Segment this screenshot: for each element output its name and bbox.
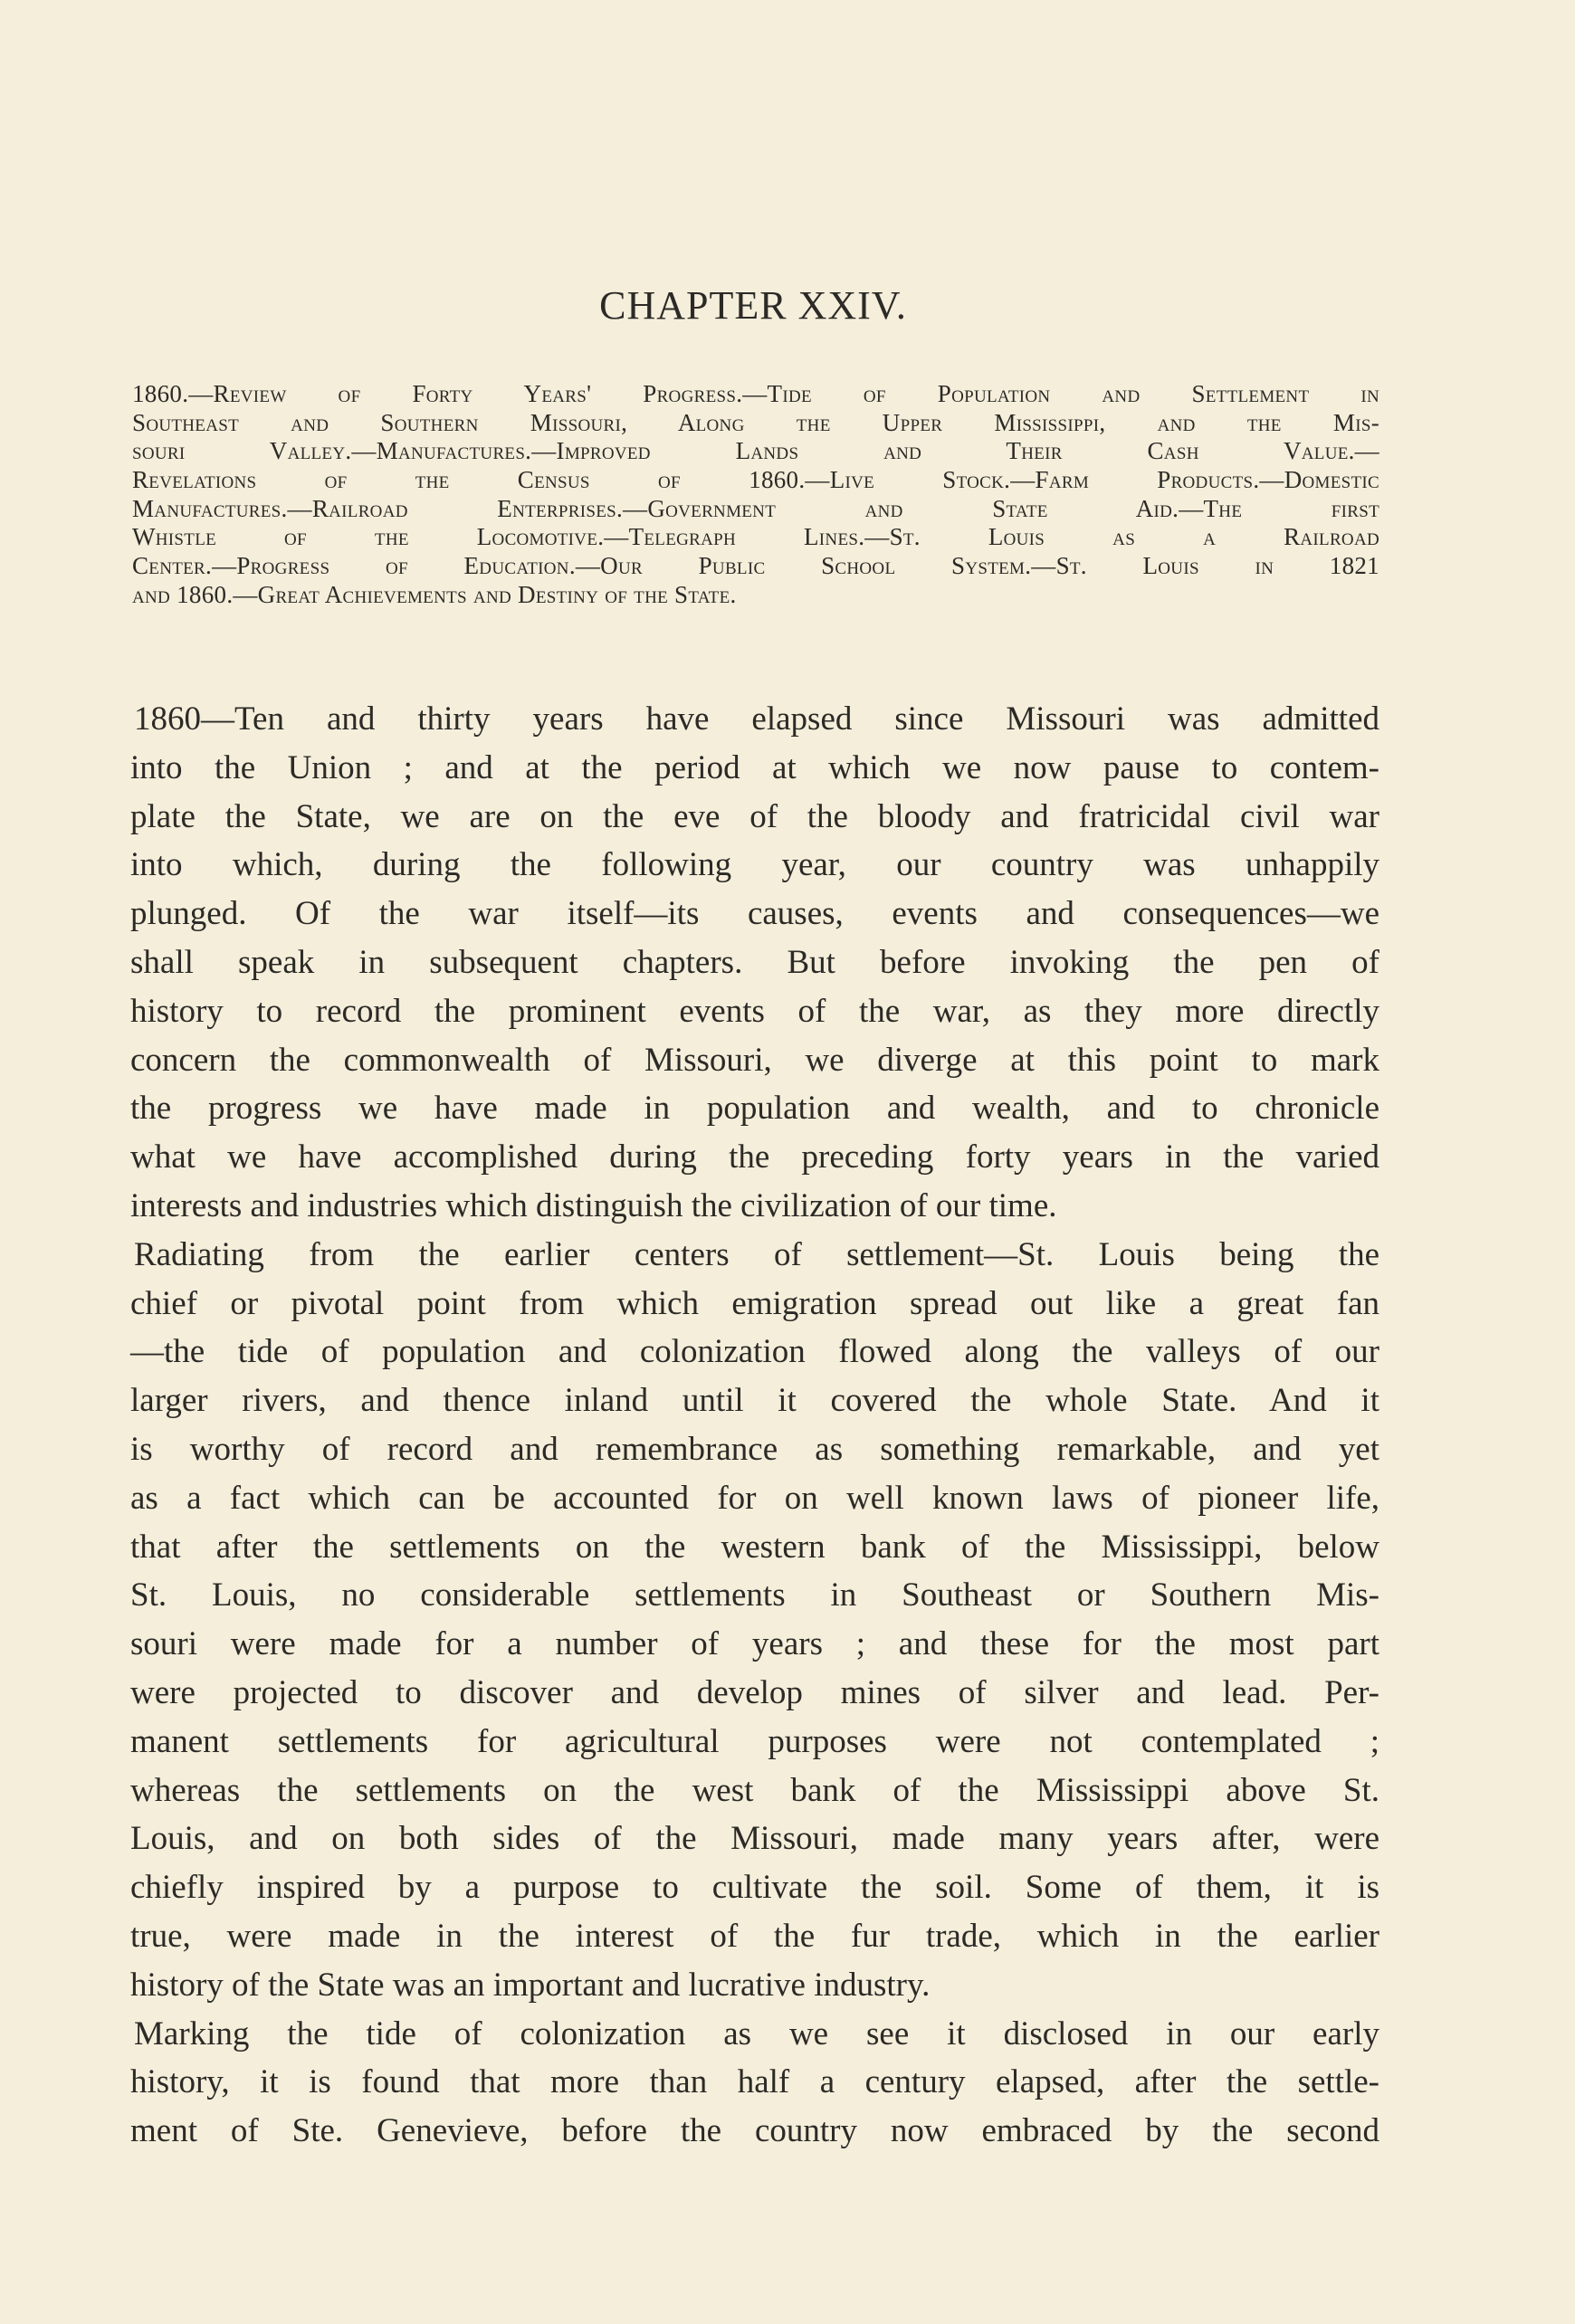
summary-line: Center.—Progress of Education.—Our Public School System.—St. Louis in 1821 [132, 552, 1379, 580]
text-line: whereas the settlements on the west bank of the Mississippi above St. [130, 1771, 1379, 1809]
text-line: into which, during the following year, our country was unhappily [130, 846, 1379, 884]
summary-line: Whistle of the Locomotive.—Telegraph Lines.—St. Louis as a Railroad [132, 523, 1379, 551]
text-line: shall speak in subsequent chapters. But before invoking the pen of [130, 943, 1379, 981]
summary-line: Manufactures.—Railroad Enterprises.—Government and State Aid.—The first [132, 494, 1379, 522]
summary-line: 1860.—Review of Forty Years' Progress.—Tide of Population and Settlement in [132, 380, 1379, 407]
text-line: chief or pivotal point from which emigration spread out like a great fan [130, 1284, 1379, 1322]
summary-line: Revelations of the Census of 1860.—Live Stock.—Farm Products.—Domestic [132, 466, 1379, 494]
text-line: ment of Ste. Genevieve, before the country now embraced by the second [130, 2112, 1379, 2150]
text-line: is worthy of record and remembrance as something remarkable, and yet [130, 1430, 1379, 1468]
text-line: what we have accomplished during the preceding forty years in the varied [130, 1138, 1379, 1176]
paragraph [130, 695, 1379, 1231]
text-line: larger rivers, and thence inland until it covered the whole State. And it [130, 1382, 1379, 1420]
summary-line: and 1860.—Great Achievements and Destiny of the State. [132, 580, 737, 608]
text-line: the progress we have made in population and wealth, and to chronicle [130, 1090, 1379, 1128]
text-line: 1860—Ten and thirty years have elapsed since Missouri was admitted [134, 700, 1379, 738]
paragraph [130, 2010, 1379, 2156]
text-line: that after the settlements on the western bank of the Mississippi, below [130, 1528, 1379, 1566]
text-line: plate the State, we are on the eve of the bloody and fratricidal civil war [130, 797, 1379, 835]
paragraph [130, 1231, 1379, 2010]
text-line: history of the State was an important and lucrative industry. [130, 1966, 931, 2004]
text-line: interests and industries which distinguish the civilization of our time. [130, 1186, 1057, 1224]
text-line: —the tide of population and colonization flowed along the valleys of our [130, 1333, 1379, 1371]
text-line: were projected to discover and develop mines of silver and lead. Per- [130, 1673, 1379, 1711]
text-line: history to record the prominent events of the war, as they more directly [130, 992, 1379, 1030]
body-text [130, 695, 1379, 2156]
text-line: chiefly inspired by a purpose to cultivate the soil. Some of them, it is [130, 1869, 1379, 1907]
summary-line: Southeast and Southern Missouri, Along the Upper Mississippi, and the Mis- [132, 408, 1379, 436]
text-line: Louis, and on both sides of the Missouri, made many years after, were [130, 1820, 1379, 1858]
text-line: history, it is found that more than half a century elapsed, after the settle- [130, 2063, 1379, 2101]
text-line: into the Union ; and at the period at which we now pause to contem- [130, 748, 1379, 786]
text-line: St. Louis, no considerable settlements in Southeast or Southern Mis- [130, 1576, 1379, 1614]
text-line: true, were made in the interest of the fur trade, which in the earlier [130, 1917, 1379, 1955]
summary-line: souri Valley.—Manufactures.—Improved Lands and Their Cash Value.— [132, 437, 1379, 465]
chapter-title: CHAPTER XXIV. [599, 283, 907, 328]
text-line: souri were made for a number of years ; and these for the most part [130, 1625, 1379, 1663]
text-line: concern the commonwealth of Missouri, we diverge at this point to mark [130, 1041, 1379, 1079]
text-line: plunged. Of the war itself—its causes, events and consequences—we [130, 895, 1379, 933]
text-line: as a fact which can be accounted for on well known laws of pioneer life, [130, 1479, 1379, 1517]
text-line: Radiating from the earlier centers of settlement—St. Louis being the [134, 1235, 1379, 1273]
text-line: Marking the tide of colonization as we see it disclosed in our early [134, 2014, 1379, 2053]
text-line: manent settlements for agricultural purposes were not contemplated ; [130, 1722, 1379, 1760]
chapter-summary [132, 380, 1379, 610]
